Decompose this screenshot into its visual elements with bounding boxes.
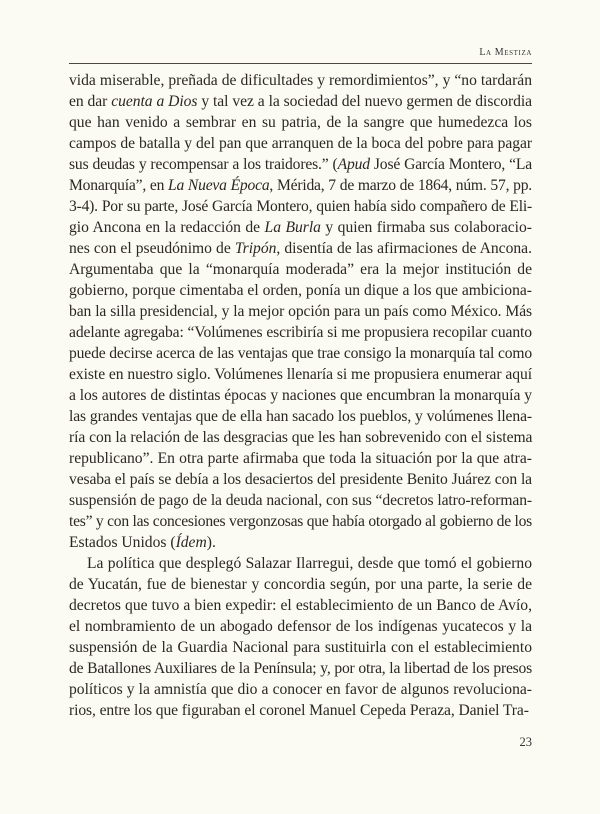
text-line xyxy=(69,196,532,217)
text-run: y quien firmaba sus colaboracio- xyxy=(320,219,532,236)
text-run: suspensión de pago de la deuda nacional, con sus “decretos latro-reforman- xyxy=(69,492,532,509)
italic-text: cuenta a Dios xyxy=(111,93,198,110)
text-line xyxy=(69,238,532,259)
text-line xyxy=(69,553,532,574)
text-line xyxy=(69,301,532,322)
text-run: gio Ancona en la redacción de xyxy=(69,219,265,236)
text-run: Estados Unidos ( xyxy=(69,534,176,551)
text-run: existe en nuestro siglo. Volúmenes llenaría si me propusiera enumerar aquí xyxy=(69,366,532,383)
text-line xyxy=(69,427,532,448)
text-line xyxy=(69,217,532,238)
text-line xyxy=(69,91,532,112)
text-run: La política que desplegó Salazar Ilarregui, desde que tomó el gobierno xyxy=(87,555,532,572)
text-line xyxy=(69,658,532,679)
text-line xyxy=(69,595,532,616)
text-run: ). xyxy=(206,534,216,551)
text-run: políticos y la amnistía que dio a conocer en favor de algunos revoluciona- xyxy=(69,681,532,698)
text-line xyxy=(69,406,532,427)
text-run: puede decirse acerca de las ventajas que trae consigo la monarquía tal como xyxy=(69,345,532,362)
text-run: , disentía de las afirmaciones de Ancona. xyxy=(276,240,533,257)
text-line xyxy=(69,175,532,196)
text-run: , Mérida, 7 de marzo de 1864, núm. 57, pp. xyxy=(269,177,532,194)
text-line xyxy=(69,112,532,133)
italic-text: La Nueva Época xyxy=(168,177,270,194)
text-run: sus deudas y recompensar a los traidores.” ( xyxy=(69,156,338,173)
text-line xyxy=(69,700,532,721)
text-line xyxy=(69,154,532,175)
text-line xyxy=(69,469,532,490)
text-line xyxy=(69,511,532,532)
text-run: José García Montero, “La xyxy=(369,156,533,173)
text-run: de Batallones Auxiliares de la Península; y, por otra, la libertad de los presos xyxy=(69,660,532,677)
text-run: nes con el pseudónimo de xyxy=(69,240,235,257)
page-number: 23 xyxy=(519,735,532,749)
text-run: de Yucatán, fue de bienestar y concordia según, por una parte, la serie de xyxy=(69,576,532,593)
text-line xyxy=(69,364,532,385)
text-run: gobierno, porque cimentaba el orden, ponía un dique a los que ambiciona- xyxy=(69,282,532,299)
text-run: y tal vez a la sociedad del nuevo germen de discordia xyxy=(197,93,533,110)
text-run: adelante agregaba: “Volúmenes escribiría si me propusiera recopilar cuanto xyxy=(69,324,532,341)
running-head: La Mestiza xyxy=(479,47,532,58)
text-run: vida miserable, preñada de dificultades y remordimientos”, y “no tardarán xyxy=(69,72,532,89)
text-run: Monarquía”, en xyxy=(69,177,169,194)
header-rule xyxy=(69,63,532,64)
text-run: a los autores de distintas épocas y naciones que encumbran la monarquía y xyxy=(69,387,532,404)
text-line xyxy=(69,385,532,406)
text-run: republicano”. En otra parte afirmaba que toda la situación por la que atra- xyxy=(69,450,532,467)
text-run: decretos que tuvo a bien expedir: el establecimiento de un Banco de Avío, xyxy=(69,597,532,614)
text-line xyxy=(69,616,532,637)
text-run: las grandes ventajas que de ella han sacado los pueblos, y volúmenes llena- xyxy=(69,408,532,425)
text-run: Argumentaba que la “monarquía moderada” era la mejor institución de xyxy=(69,261,532,278)
text-line xyxy=(69,490,532,511)
text-run: rios, entre los que figuraban el coronel Manuel Cepeda Peraza, Daniel Tra- xyxy=(69,702,529,719)
text-run: suspensión de la Guardia Nacional para sustituirla con el establecimiento xyxy=(69,639,532,656)
italic-text: La Burla xyxy=(264,219,321,236)
italic-text: Tripón xyxy=(234,240,277,257)
text-run: en dar xyxy=(69,93,112,110)
text-run: que han venido a sembrar en su patria, de la sangre que humedezca los xyxy=(69,114,532,131)
text-line xyxy=(69,679,532,700)
text-line xyxy=(69,448,532,469)
text-line xyxy=(69,280,532,301)
text-line xyxy=(69,322,532,343)
body-text xyxy=(69,70,532,721)
text-line xyxy=(69,259,532,280)
text-run: campos de batalla y del pan que arranquen de la boca del pobre para pagar xyxy=(69,135,532,152)
text-run: ría con la relación de las desgracias que les han sobrevenido con el sistema xyxy=(69,429,533,446)
italic-text: Apud xyxy=(337,156,370,173)
text-line xyxy=(69,343,532,364)
text-line xyxy=(69,574,532,595)
text-line xyxy=(69,637,532,658)
text-line xyxy=(69,133,532,154)
text-run: el nombramiento de un abogado defensor de los indígenas yucatecos y la xyxy=(69,618,532,635)
italic-text: Ídem xyxy=(175,534,207,551)
text-run: ban la silla presidencial, y la mejor opción para un país como México. Más xyxy=(69,303,532,320)
text-line xyxy=(69,70,532,91)
text-run: vesaba el país se debía a los desaciertos del presidente Benito Juárez con la xyxy=(69,471,532,488)
text-run: tes” y con las concesiones vergonzosas que había otorgado al gobierno de los xyxy=(69,513,532,530)
text-run: 3-4). Por su parte, José García Montero, quien había sido compañero de Eli- xyxy=(69,198,532,215)
text-line xyxy=(69,532,532,553)
